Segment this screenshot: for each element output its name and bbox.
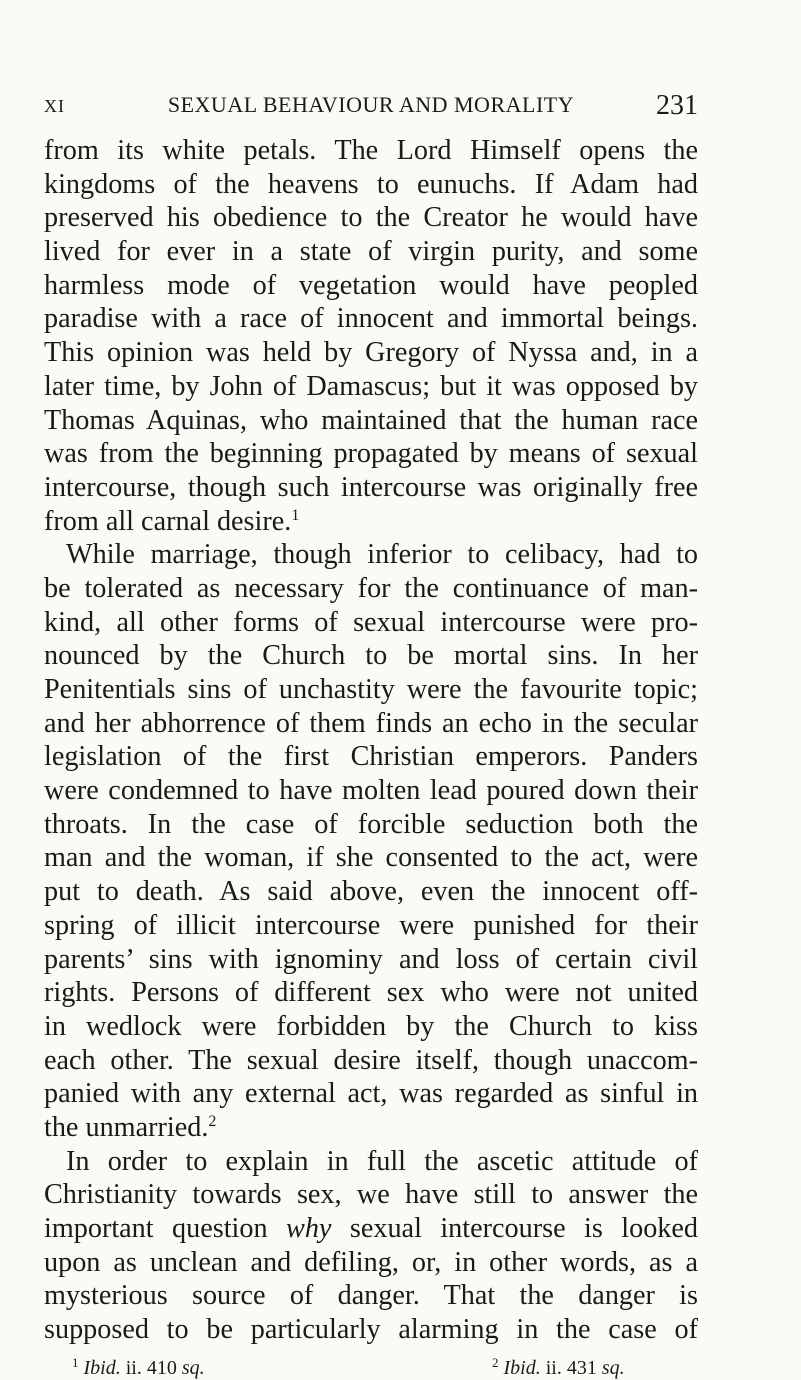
- text-line: kingdoms of the heavens to eunuchs. If Adam had: [44, 168, 698, 200]
- footnote: [72, 1351, 205, 1380]
- text-line: panied with any external act, was regarded as sinful in: [44, 1078, 698, 1110]
- text-line: Penitentials sins of unchastity were the favourite topic;: [44, 674, 698, 705]
- text-line: were condemned to have molten lead poured down their: [44, 775, 698, 807]
- running-header: [44, 92, 698, 132]
- footnote-ref: 1: [291, 506, 300, 524]
- body-text: [44, 134, 698, 1347]
- text-line: each other. The sexual desire itself, though unaccom-: [44, 1044, 698, 1076]
- text-line: put to death. As said above, even the innocent off-: [44, 876, 698, 908]
- footnote-ref: 2: [208, 1112, 217, 1130]
- text-fragment: the unmarried.: [44, 1111, 209, 1143]
- text-line: [44, 505, 698, 539]
- text-line: from its white petals. The Lord Himself opens the: [44, 135, 698, 166]
- text-line: legislation of the first Christian emperors. Panders: [44, 741, 698, 773]
- text-line: harmless mode of vegetation would have peopled: [44, 269, 698, 301]
- text-line: intercourse, though such intercourse was originally free: [44, 471, 698, 503]
- running-title: SEXUAL BEHAVIOUR AND MORALITY: [167, 92, 575, 117]
- text-line: was from the beginning propagated by means of sexual: [44, 438, 698, 470]
- text-line: kind, all other forms of sexual intercourse were pro-: [44, 606, 698, 638]
- footnote-number: 2: [492, 1355, 499, 1370]
- text-line: This opinion was held by Gregory of Nyssa and, in a: [44, 337, 698, 369]
- text-line: While marriage, though inferior to celibacy, had to: [66, 539, 698, 571]
- text-line: Christianity towards sex, we have still to answer the: [44, 1179, 698, 1211]
- page-number: 231: [656, 90, 698, 121]
- footnote-ref-text: ii. 431: [545, 1357, 597, 1379]
- text-line: later time, by John of Damascus; but it was opposed by: [44, 370, 698, 402]
- text-line: spring of illicit intercourse were punished for their: [44, 909, 698, 941]
- footnote-suffix: sq.: [181, 1357, 205, 1379]
- footnote-ref-text: ii. 410: [125, 1357, 177, 1379]
- text-line: mysterious source of danger. That the danger is: [44, 1280, 698, 1312]
- text-line: man and the woman, if she consented to the act, were: [44, 842, 698, 874]
- text-line: paradise with a race of innocent and immortal beings.: [44, 303, 698, 335]
- text-line: Thomas Aquinas, who maintained that the human race: [44, 404, 698, 436]
- text-line: upon as unclean and defiling, or, in other words, as a: [44, 1246, 698, 1278]
- footnote-source: Ibid.: [83, 1357, 121, 1379]
- text-line: and her abhorrence of them finds an echo in the secular: [44, 707, 698, 739]
- chapter-number: XI: [44, 96, 65, 116]
- text-line: in wedlock were forbidden by the Church to kiss: [44, 1010, 698, 1042]
- text-line: supposed to be particularly alarming in the case of: [44, 1314, 698, 1346]
- footnote-suffix: sq.: [601, 1357, 625, 1379]
- footnote-source: Ibid.: [503, 1357, 541, 1379]
- text-line: be tolerated as necessary for the continuance of man-: [44, 572, 698, 604]
- footnote-number: 1: [72, 1355, 79, 1370]
- text-fragment: sexual intercourse is looked: [349, 1213, 698, 1244]
- text-line: nounced by the Church to be mortal sins. In her: [44, 640, 698, 672]
- text-line: [44, 1111, 698, 1145]
- text-line: lived for ever in a state of virgin purity, and some: [44, 236, 698, 268]
- text-fragment: important question: [44, 1213, 268, 1244]
- emphasis: why: [286, 1213, 332, 1244]
- text-line: parents’ sins with ignominy and loss of certain civil: [44, 943, 698, 975]
- text-line: In order to explain in full the ascetic attitude of: [66, 1145, 698, 1177]
- footnotes: [72, 1351, 712, 1379]
- text-line: throats. In the case of forcible seduction both the: [44, 808, 698, 840]
- text-line: rights. Persons of different sex who were not united: [44, 977, 698, 1009]
- text-line: preserved his obedience to the Creator he would have: [44, 202, 698, 234]
- footnote: [492, 1351, 625, 1380]
- text-line: [44, 1212, 698, 1246]
- text-fragment: from all carnal desire.: [44, 505, 292, 537]
